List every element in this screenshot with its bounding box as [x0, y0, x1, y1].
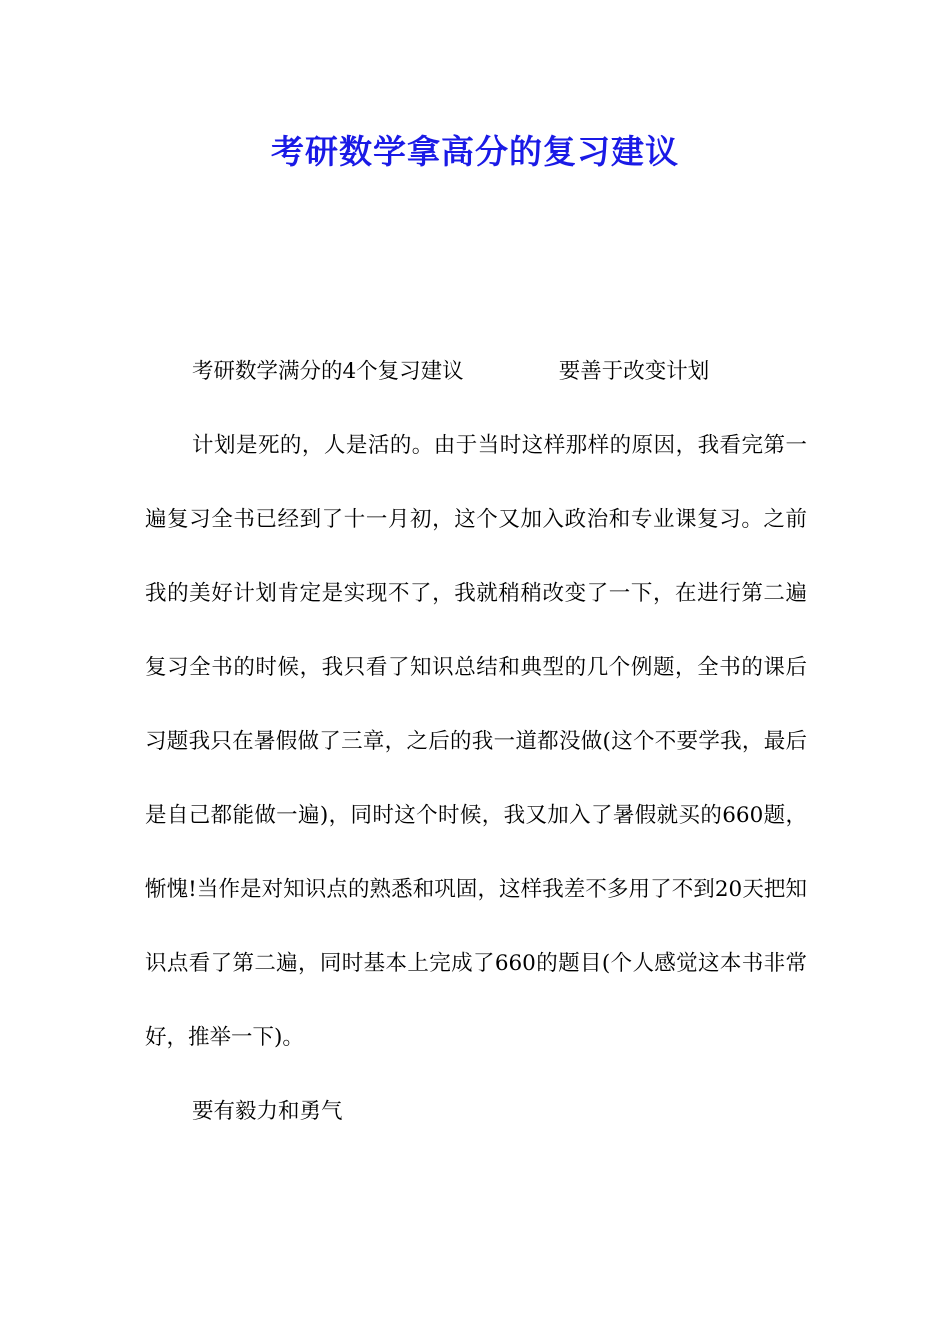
section-heading-line [145, 335, 807, 409]
subheading-change-plan: 要善于改变计划 [558, 359, 710, 384]
section-heading: 考研数学满分的4个复习建议 [192, 359, 464, 384]
page-title: 考研数学拿高分的复习建议 [271, 132, 679, 171]
paragraph-plan: 计划是死的，人是活的。由于当时这样那样的原因，我看完第一遍复习全书已经到了十一月初，这个又加入政治和专业课复习。之前我的美好计划肯定是实现不了，我就稍稍改变了一下，在进行第二遍复习全书的时候，我只看了知识总结和典型的几个例题，全书的课后习题我只在暑假做了三章，之后的我一道都没做(这个不要学我，最后是自己都能做一遍)，同时这个时候，我又加入了暑假就买的660题，惭愧!当作是对知识点的熟悉和巩固，这样我差不多用了不到20天把知识点看了第二遍，同时基本上完成了660的题目(个人感觉这本书非常好，推举一下)。 [145, 433, 807, 1050]
document-body [145, 335, 807, 1149]
subheading-perseverance: 要有毅力和勇气 [192, 1099, 343, 1124]
